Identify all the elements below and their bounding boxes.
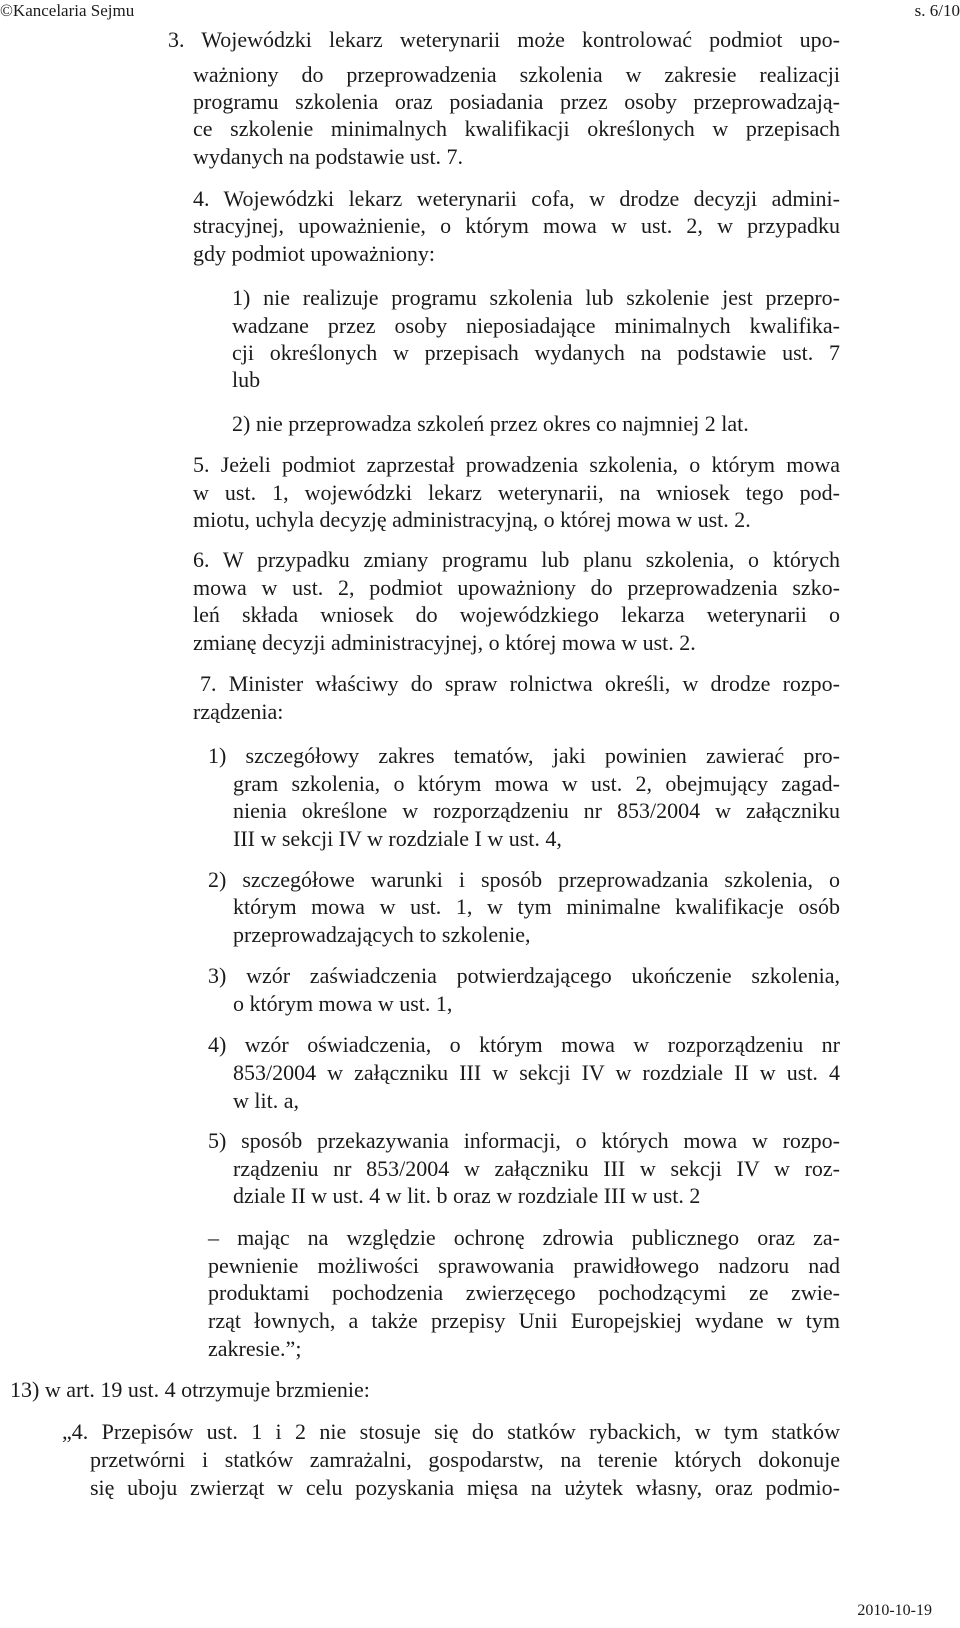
text-line: 1) szczegółowy zakres tematów, jaki powinien zawierać pro- bbox=[208, 743, 840, 768]
text-line: miotu, uchyla decyzję administracyjną, o której mowa w ust. 2. bbox=[193, 507, 751, 532]
text-line: 4) wzór oświadczenia, o którym mowa w rozporządzeniu nr bbox=[208, 1032, 840, 1057]
text-line: zmianę decyzji administracyjnej, o której mowa w ust. 2. bbox=[193, 630, 696, 655]
text-line: rząt łownych, a także przepisy Unii Europejskiej wydane w tym bbox=[208, 1308, 840, 1333]
text-line: 2) szczegółowe warunki i sposób przeprowadzania szkolenia, o bbox=[208, 867, 840, 892]
text-line: gdy podmiot upoważniony: bbox=[193, 241, 435, 266]
text-line: przeprowadzających to szkolenie, bbox=[233, 922, 531, 947]
header-source: ©Kancelaria Sejmu bbox=[0, 1, 135, 20]
text-line: rządzenia: bbox=[193, 699, 284, 724]
text-line: rządzeniu nr 853/2004 w załączniku III w sekcji IV w roz- bbox=[233, 1156, 840, 1181]
text-line: 4. Wojewódzki lekarz weterynarii cofa, w drodze decyzji admini- bbox=[193, 186, 840, 211]
text-line: w lit. a, bbox=[233, 1088, 299, 1113]
text-line: programu szkolenia oraz posiadania przez osoby przeprowadzają- bbox=[193, 89, 840, 114]
text-line: 2) nie przeprowadza szkoleń przez okres co najmniej 2 lat. bbox=[232, 411, 749, 436]
text-line: dziale II w ust. 4 w lit. b oraz w rozdziale III w ust. 2 bbox=[233, 1183, 701, 1208]
text-line: którym mowa w ust. 1, w tym minimalne kwalifikacje osób bbox=[233, 894, 840, 919]
text-line: 7. Minister właściwy do spraw rolnictwa określi, w drodze rozpo- bbox=[200, 671, 840, 696]
text-line: III w sekcji IV w rozdziale I w ust. 4, bbox=[233, 826, 562, 851]
text-line: stracyjnej, upoważnienie, o którym mowa w ust. 2, w przypadku bbox=[193, 213, 840, 238]
text-line: leń składa wniosek do wojewódzkiego lekarza weterynarii o bbox=[193, 602, 840, 627]
text-line: produktami pochodzenia zwierzęcego pochodzącymi ze zwie- bbox=[208, 1280, 840, 1305]
text-line: 5) sposób przekazywania informacji, o których mowa w rozpo- bbox=[208, 1128, 840, 1153]
text-line: mowa w ust. 2, podmiot upoważniony do przeprowadzenia szko- bbox=[193, 575, 840, 600]
text-line: pewnienie możliwości sprawowania prawidłowego nadzoru nad bbox=[208, 1253, 840, 1278]
text-line: ce szkolenie minimalnych kwalifikacji określonych w przepisach bbox=[193, 116, 840, 141]
text-line: 13) w art. 19 ust. 4 otrzymuje brzmienie: bbox=[10, 1377, 370, 1402]
text-line: 1) nie realizuje programu szkolenia lub szkolenie jest przepro- bbox=[232, 285, 840, 310]
text-line: w ust. 1, wojewódzki lekarz weterynarii, na wniosek tego pod- bbox=[193, 480, 840, 505]
text-line: wadzane przez osoby nieposiadające minimalnych kwalifika- bbox=[232, 313, 840, 338]
text-line: 853/2004 w załączniku III w sekcji IV w rozdziale II w ust. 4 bbox=[233, 1060, 840, 1085]
text-line: 3. Wojewódzki lekarz weterynarii może kontrolować podmiot upo- bbox=[168, 27, 840, 52]
text-line: o którym mowa w ust. 1, bbox=[233, 991, 453, 1016]
text-line: nienia określone w rozporządzeniu nr 853/2004 w załączniku bbox=[233, 798, 840, 823]
text-line: – mając na względzie ochronę zdrowia publicznego oraz za- bbox=[208, 1225, 840, 1250]
text-line: gram szkolenia, o którym mowa w ust. 2, obejmujący zagad- bbox=[233, 771, 840, 796]
text-line: ważniony do przeprowadzenia szkolenia w zakresie realizacji bbox=[193, 62, 840, 87]
text-line: się uboju zwierząt w celu pozyskania mięsa na użytek własny, oraz podmio- bbox=[90, 1475, 840, 1500]
text-line: wydanych na podstawie ust. 7. bbox=[193, 144, 464, 169]
text-line: 3) wzór zaświadczenia potwierdzającego ukończenie szkolenia, bbox=[208, 963, 840, 988]
text-line: 5. Jeżeli podmiot zaprzestał prowadzenia szkolenia, o którym mowa bbox=[193, 452, 840, 477]
footer-date: 2010-10-19 bbox=[857, 1602, 932, 1619]
header-page-number: s. 6/10 bbox=[914, 1, 960, 20]
text-line: przetwórni i statków zamrażalni, gospodarstw, na terenie których dokonuje bbox=[90, 1447, 840, 1472]
text-line: zakresie.”; bbox=[208, 1336, 302, 1361]
text-line: lub bbox=[232, 367, 261, 392]
text-line: cji określonych w przepisach wydanych na podstawie ust. 7 bbox=[232, 340, 840, 365]
text-line: „4. Przepisów ust. 1 i 2 nie stosuje się do statków rybackich, w tym statków bbox=[62, 1419, 840, 1444]
text-line: 6. W przypadku zmiany programu lub planu szkolenia, o których bbox=[193, 547, 840, 572]
